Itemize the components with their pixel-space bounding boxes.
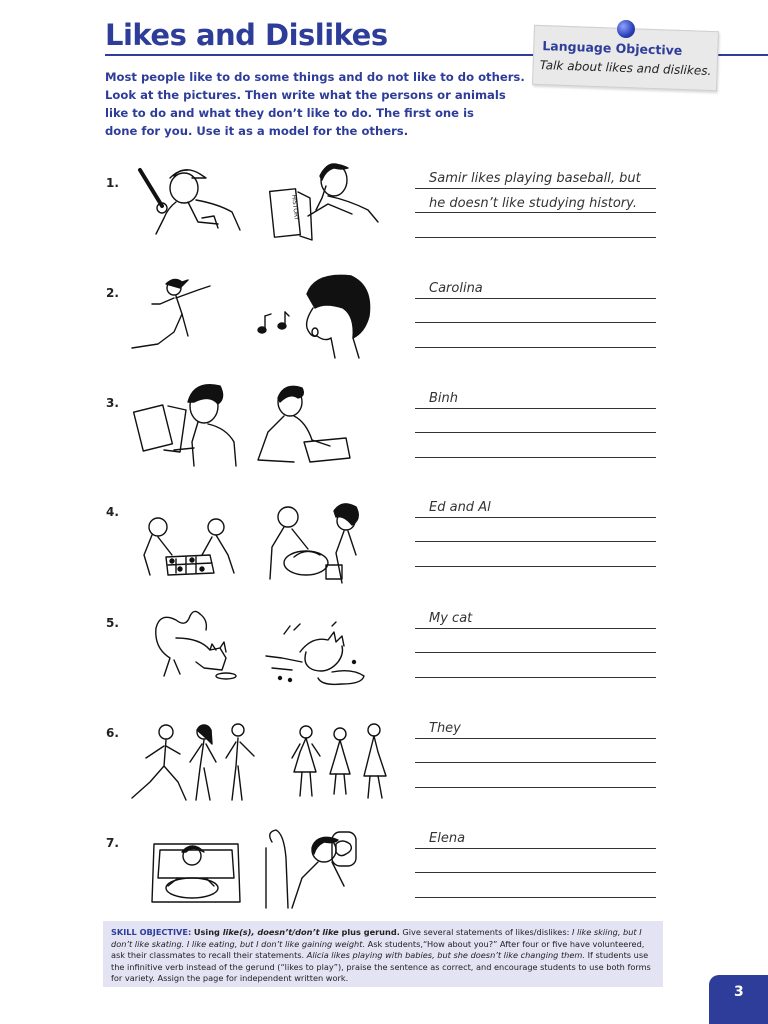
answer-text: They xyxy=(429,721,461,736)
answer-text: he doesn’t like studying history. xyxy=(429,196,637,211)
skill-intro: plus gerund. xyxy=(338,927,400,937)
woman-driving-illustration xyxy=(148,838,244,908)
answer-line[interactable] xyxy=(415,677,656,678)
exercise-item-3 xyxy=(0,391,768,496)
baseball-player-illustration xyxy=(128,162,246,242)
skill-label: SKILL OBJECTIVE: xyxy=(111,927,192,937)
skill-text: If students use the infinitive verb instead of the gerund (“likes to play”), praise the sentence as correct, and encourage students to use both forms for variety. Assign the page for independent written work. xyxy=(111,950,651,983)
pushpin-icon xyxy=(617,20,635,38)
item-number: 4. xyxy=(106,505,119,519)
answer-line[interactable] xyxy=(415,848,656,849)
skill-text: Give several statements of likes/dislikes: xyxy=(399,927,572,937)
cat-digging-illustration xyxy=(262,622,370,688)
boys-playing-checkers-illustration xyxy=(136,515,242,583)
answer-line[interactable] xyxy=(415,347,656,348)
objective-text: Talk about likes and dislikes. xyxy=(539,58,712,78)
item-number: 1. xyxy=(106,176,119,190)
exercise-item-2 xyxy=(0,281,768,386)
woman-airplane-illustration xyxy=(262,828,360,910)
answer-text: My cat xyxy=(429,611,473,626)
item-number: 7. xyxy=(106,836,119,850)
answer-line[interactable] xyxy=(415,897,656,898)
girl-singing-illustration xyxy=(255,272,375,362)
girl-dancing-illustration xyxy=(128,274,212,354)
answer-text: Binh xyxy=(429,391,459,406)
item-number: 5. xyxy=(106,616,119,630)
skill-objective-box xyxy=(103,921,663,987)
answer-line[interactable] xyxy=(415,628,656,629)
book-label: HISTORY xyxy=(290,194,300,221)
answer-line[interactable] xyxy=(415,541,656,542)
item-number: 2. xyxy=(106,286,119,300)
answer-line[interactable] xyxy=(415,566,656,567)
people-dancing-illustration xyxy=(290,722,390,802)
exercise-item-4 xyxy=(0,500,768,605)
skill-intro-em: like(s), doesn’t/don’t like xyxy=(222,927,339,937)
answer-text: Ed and Al xyxy=(429,500,491,515)
answer-line[interactable] xyxy=(415,322,656,323)
item-number: 3. xyxy=(106,396,119,410)
page-title: Likes and Dislikes xyxy=(105,18,388,52)
answer-line[interactable] xyxy=(415,762,656,763)
answer-text: Carolina xyxy=(429,281,483,296)
skill-example: Alicia likes playing with babies, but she doesn’t like changing them. xyxy=(306,950,585,960)
answer-line[interactable] xyxy=(415,787,656,788)
boy-writing-illustration xyxy=(254,382,356,466)
skill-example: I like skiing, but I don’t like skating. I like eating, but I don’t like gaining weight. xyxy=(111,927,642,949)
answer-line[interactable] xyxy=(415,872,656,873)
item-number: 6. xyxy=(106,726,119,740)
answer-line[interactable] xyxy=(415,457,656,458)
answer-text: Samir likes playing baseball, but xyxy=(429,171,641,186)
answer-line[interactable] xyxy=(415,188,656,189)
answer-line[interactable] xyxy=(415,652,656,653)
exercise-item-5 xyxy=(0,611,768,716)
answer-line[interactable] xyxy=(415,212,656,213)
objective-heading: Language Objective xyxy=(542,38,683,58)
answer-line[interactable] xyxy=(415,237,656,238)
boy-reading-illustration xyxy=(134,380,240,470)
people-walking-illustration xyxy=(126,722,262,806)
skill-text: Ask students,“How about you?” After four or five have volunteered, ask their classmates to recall their statements. xyxy=(111,938,645,960)
answer-line[interactable] xyxy=(415,298,656,299)
answer-text: Elena xyxy=(429,831,466,846)
cat-eating-illustration xyxy=(140,608,240,682)
instructions: Most people like to do some things and do not like to do others. Look at the pictures. Then write what the persons or animals like to do and what they don’t like to do. The first one is done for you. Use it as a model for the others. xyxy=(105,70,525,138)
boy-studying-illustration xyxy=(268,156,380,242)
boys-washing-dishes-illustration xyxy=(266,501,364,587)
answer-line[interactable] xyxy=(415,408,656,409)
answer-line[interactable] xyxy=(415,517,656,518)
answer-line[interactable] xyxy=(415,738,656,739)
page-number: 3 xyxy=(734,984,744,1000)
exercise-item-6 xyxy=(0,721,768,826)
skill-intro: Using xyxy=(193,927,223,937)
answer-line[interactable] xyxy=(415,432,656,433)
exercise-item-1 xyxy=(0,171,768,276)
